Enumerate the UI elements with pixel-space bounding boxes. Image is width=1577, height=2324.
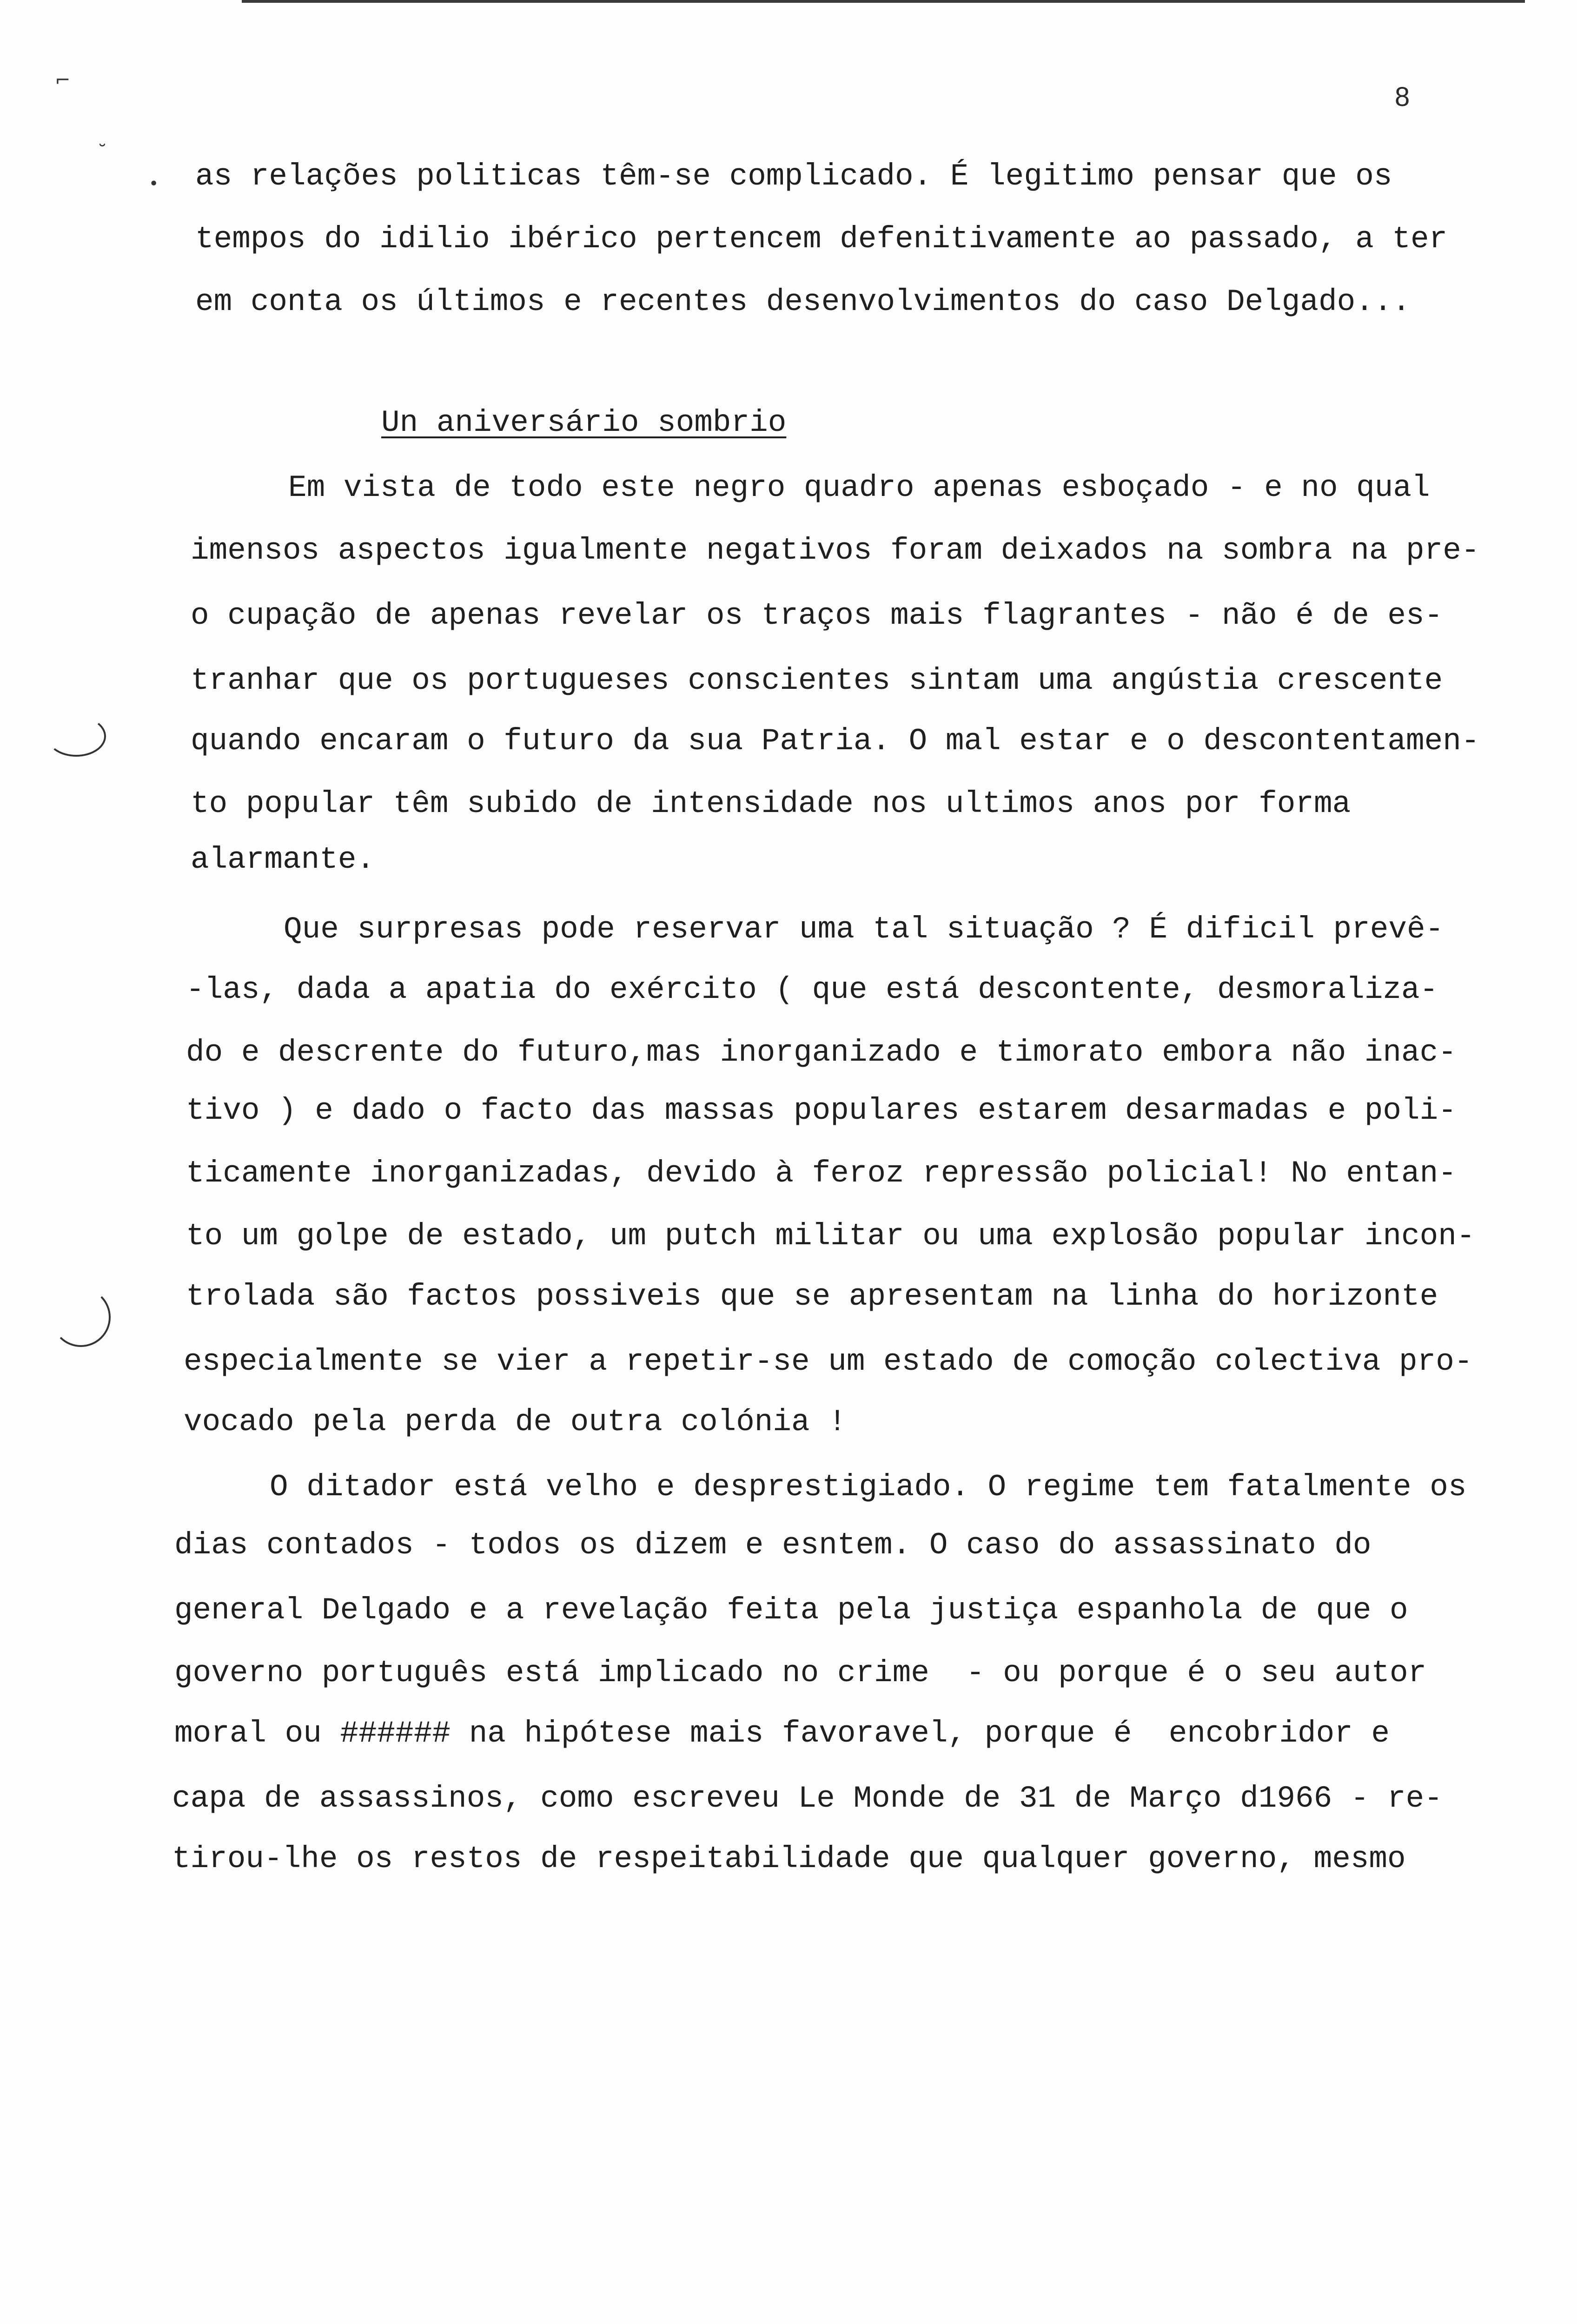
margin-mark-dot: • (149, 174, 159, 193)
paragraph-3-line: -las, dada a apatia do exército ( que está descontente, desmoraliza- (186, 972, 1438, 1007)
paragraph-3-line: ticamente inorganizadas, devido à feroz repressão policial! No entan- (186, 1156, 1457, 1191)
margin-mark-tick: ⌐ (55, 70, 71, 91)
punch-hole-mark (46, 716, 106, 757)
margin-mark-tick: ˘ (98, 142, 107, 163)
paragraph-3-line: tivo ) e dado o facto das massas populares estarem desarmadas e poli- (186, 1093, 1457, 1128)
paragraph-2-line: to popular têm subido de intensidade nos ultimos anos por forma (191, 786, 1351, 821)
paragraph-4-line: O ditador está velho e desprestigiado. O regime tem fatalmente os (270, 1470, 1467, 1505)
paragraph-4-line: governo português está implicado no crime - ou porque é o seu autor (174, 1656, 1427, 1690)
paragraph-4-line: dias contados - todos os dizem e esntem. O caso do assassinato do (174, 1528, 1372, 1563)
paragraph-3-line: do e descrente do futuro,mas inorganizado e timorato embora não inac- (186, 1035, 1457, 1070)
paragraph-2-line: tranhar que os portugueses conscientes sintam uma angústia crescente (191, 663, 1443, 698)
page-number: 8 (1395, 82, 1410, 112)
paragraph-1-line: em conta os últimos e recentes desenvolvimentos do caso Delgado... (195, 284, 1411, 319)
paragraph-2-line: o cupação de apenas revelar os traços mais flagrantes - não é de es- (191, 598, 1443, 633)
paragraph-2-line: quando encaram o futuro da sua Patria. O mal estar e o descontentamen- (191, 724, 1480, 759)
paragraph-2-line: alarmante. (191, 842, 375, 877)
paragraph-3-line: to um golpe de estado, um putch militar ou uma explosão popular incon- (186, 1219, 1475, 1254)
paragraph-1-line: tempos do idilio ibérico pertencem defenitivamente ao passado, a ter (195, 222, 1448, 257)
scan-top-edge (242, 0, 1525, 3)
paragraph-4-line: moral ou ###### na hipótese mais favoravel, porque é encobridor e (174, 1716, 1390, 1751)
paragraph-3-line: vocado pela perda de outra colónia ! (184, 1405, 847, 1439)
paragraph-4-line: capa de assassinos, como escreveu Le Monde de 31 de Março d1966 - re- (172, 1781, 1443, 1816)
section-heading: Un aniversário sombrio (381, 405, 787, 440)
paragraph-1-line: as relações politicas têm-se complicado. É legitimo pensar que os (195, 159, 1392, 194)
paragraph-3-line: trolada são factos possiveis que se apresentam na linha do horizonte (186, 1279, 1438, 1314)
paragraph-2-line: imensos aspectos igualmente negativos foram deixados na sombra na pre- (191, 533, 1480, 568)
paragraph-4-line: general Delgado e a revelação feita pela justiça espanhola de que o (174, 1593, 1408, 1628)
paragraph-3-line: Que surpresas pode reservar uma tal situação ? É dificil prevê- (284, 912, 1444, 947)
paragraph-2-line: Em vista de todo este negro quadro apenas esboçado - e no qual (288, 470, 1430, 505)
paragraph-3-line: especialmente se vier a repetir-se um estado de comoção colectiva pro- (184, 1344, 1473, 1379)
punch-hole-mark (51, 1287, 111, 1347)
paragraph-4-line: tirou-lhe os restos de respeitabilidade que qualquer governo, mesmo (172, 1842, 1406, 1876)
